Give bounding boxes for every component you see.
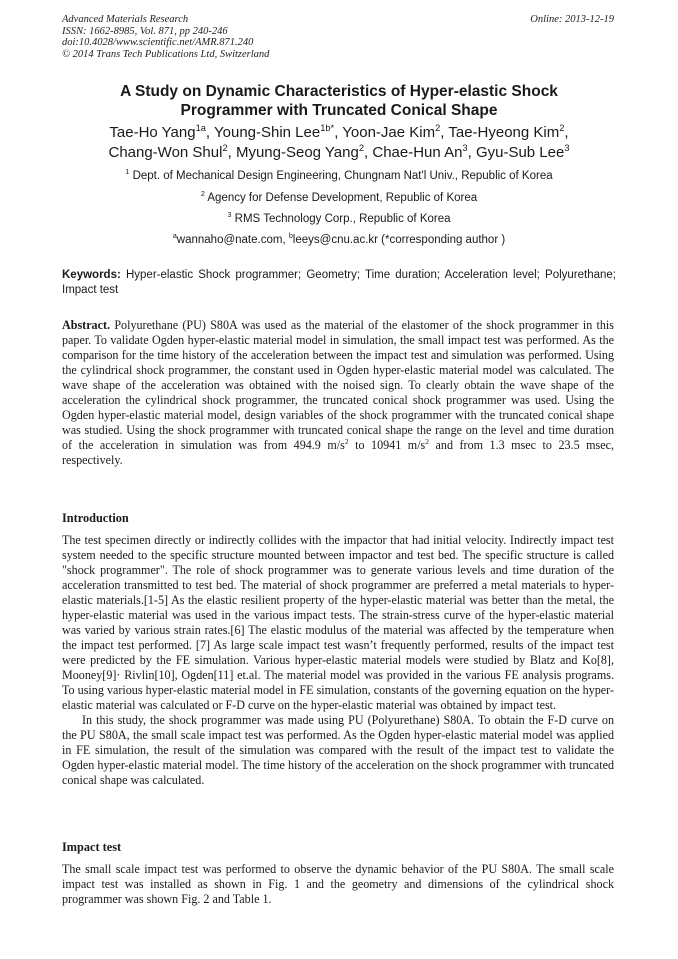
affiliation-2 <box>62 191 616 205</box>
keywords-text: Hyper-elastic Shock programmer; Geometry; Time duration; Acceleration level; Polyurethane; Impact test <box>62 269 616 296</box>
email-sup-b: b <box>288 232 293 241</box>
journal-issn: ISSN: 1662-8985, Vol. 871, pp 240-246 <box>62 25 228 37</box>
email-sup-a: a <box>172 232 177 241</box>
email-b: leeys@cnu.ac.kr (*corresponding author ) <box>292 234 506 246</box>
author-sup: 3 <box>564 143 570 153</box>
author-sup: 1a <box>195 123 206 133</box>
author-name: Yoon-Jae Kim <box>342 124 436 141</box>
introduction-paragraph-2: In this study, the shock programmer was made using PU (Polyurethane) S80A. To obtain the F-D curve on the PU S80A, the small scale impact test was performed. As the Ogden hyper-elastic material model was applied in FE simulation, the result of the simulation was compared with the result of the impact test to validate the Ogden hyper-elastic material model. The time history of the acceleration on the shock programmer with truncated conical shape was calculated. <box>62 713 614 787</box>
author-sup: 2 <box>222 143 228 153</box>
abstract <box>62 318 614 468</box>
abstract-text-3: and from 1.3 msec to 23.5 msec, respectively. <box>62 438 615 467</box>
abstract-sup-2: 2 <box>425 436 430 446</box>
abstract-label: Abstract. <box>62 318 111 332</box>
author-sup: 2 <box>435 123 441 133</box>
keywords-label: Keywords: <box>62 269 121 281</box>
author-sup: 2 <box>358 143 365 153</box>
author-name: Gyu-Sub Lee <box>475 144 565 161</box>
author-emails <box>62 233 616 247</box>
introduction-heading: Introduction <box>62 511 129 525</box>
introduction-body <box>62 533 614 788</box>
email-a: wannaho@nate.com, <box>176 234 289 246</box>
impact-test-paragraph-1: The small scale impact test was performed to observe the dynamic behavior of the PU S80A. The small scale impact test was installed as shown in Fig. 1 and the geometry and dimensions of the cylindrical shock programmer was shown Fig. 2 and Table 1. <box>62 862 614 906</box>
author-name: Tae-Hyeong Kim <box>448 124 560 141</box>
author-sup: 2 <box>559 123 565 133</box>
impact-test-body <box>62 862 614 907</box>
affiliation-3 <box>62 212 616 226</box>
abstract-text-2: to 10941 m/s <box>348 438 426 452</box>
title-line-2: Programmer with Truncated Conical Shape <box>180 102 498 119</box>
title-line-1: A Study on Dynamic Characteristics of Hyper-elastic Shock <box>120 83 558 100</box>
author-list <box>62 123 616 163</box>
journal-copyright: © 2014 Trans Tech Publications Ltd, Switzerland <box>62 48 270 60</box>
keywords <box>62 268 616 298</box>
affiliation-sup: 2 <box>200 190 205 199</box>
affiliation-sup: 3 <box>227 211 232 220</box>
abstract-sup-1: 2 <box>344 436 349 446</box>
author-sup: 3 <box>462 143 468 153</box>
author-name: Young-Shin Lee <box>214 124 321 141</box>
impact-test-heading: Impact test <box>62 840 122 854</box>
introduction-paragraph-1: The test specimen directly or indirectly collides with the impactor that had initial velocity. Indirectly impact test system needed to the specific structure mounted between impactor and test bed. The specific structure is called "shock programmer". The role of shock programmer was to generate various levels and time duration of the acceleration transmitted to test bed. The material of shock programmer are preferred a metal materials to hyper-elastic materials.[1-5] As the elastic resilient property of the hyper-elastic material was better than the metal, the hyper-elastic material was used in the various impact tests. The strain-stress curve of the hyper-elastic material was varied by various strain rates.[6] The elastic modulus of the material was affected by the temperature when the impact test performed. [7] As large scale impact test wasn’t frequently performed, results of the impact test were predicted by the FE simulation. Various hyper-elastic material models were studied by Blatz and Ko[8], Mooney[9]· Rivlin[10], Ogden[11] et.al. The material model was provided in the various FE analysis programs. To using various hyper-elastic material model in FE simulation, constants of the governing equation on the hyper-elastic material was calculated or F-D curve on the hyper-elastic material was obtained by impact test. <box>62 533 614 712</box>
author-name: Tae-Ho Yang <box>109 124 196 141</box>
author-name: Chang-Won Shul <box>108 144 223 161</box>
affiliation-1 <box>62 169 616 183</box>
author-line-1: Tae-Ho Yang$^{1a}$, Young-Shin Lee$^{1b*}$, Yoon-Jae Kim$^2$, Tae-Hyeong Kim$^2$, <box>109 123 569 141</box>
author-name: Chae-Hun An <box>372 144 463 161</box>
journal-header <box>62 14 269 60</box>
paper-title <box>62 82 616 120</box>
abstract-paragraph <box>62 318 614 468</box>
journal-name: Advanced Materials Research <box>62 14 189 25</box>
affiliation-sup: 1 <box>125 168 130 177</box>
abstract-text-1: Polyurethane (PU) S80A was used as the material of the elastomer of the shock programmer in this paper. To validate Ogden hyper-elastic material model in simulation, the small impact test was performed. As the comparison for the time history of the acceleration between the impact test and simulation was performed. Using the cylindrical shock programmer, the constant used in Ogden hyper-elastic material model was calculated. The wave shape of the acceleration was obtained with the noised sign. To clearly obtain the wave shape of the acceleration the cylindrical shock programmer, the truncated conical shock programmer was used. Using the Ogden hyper-elastic material model, design variables of the shock programmer with the truncated conical shape was studied. Using the shock programmer with truncated conical shape the range on the level and time duration of the acceleration in simulation was from 494.9 m/s <box>62 318 614 452</box>
online-date: Online: 2013-12-19 <box>530 14 614 25</box>
affiliation-text: Agency for Defense Development, Republic of Korea <box>207 192 478 204</box>
affiliation-text: Dept. of Mechanical Design Engineering, Chungnam Nat'l Univ., Republic of Korea <box>132 170 553 182</box>
author-line-2: Chang-Won Shul$^2$, Myung-Seog Yang$^2$, Chae-Hun An$^3$, Gyu-Sub Lee$^3$ <box>108 143 570 161</box>
author-sup: 1b* <box>320 123 335 133</box>
author-name: Myung-Seog Yang <box>235 144 359 161</box>
journal-doi: doi:10.4028/www.scientific.net/AMR.871.240 <box>62 37 254 48</box>
affiliation-text: RMS Technology Corp., Republic of Korea <box>234 213 451 225</box>
